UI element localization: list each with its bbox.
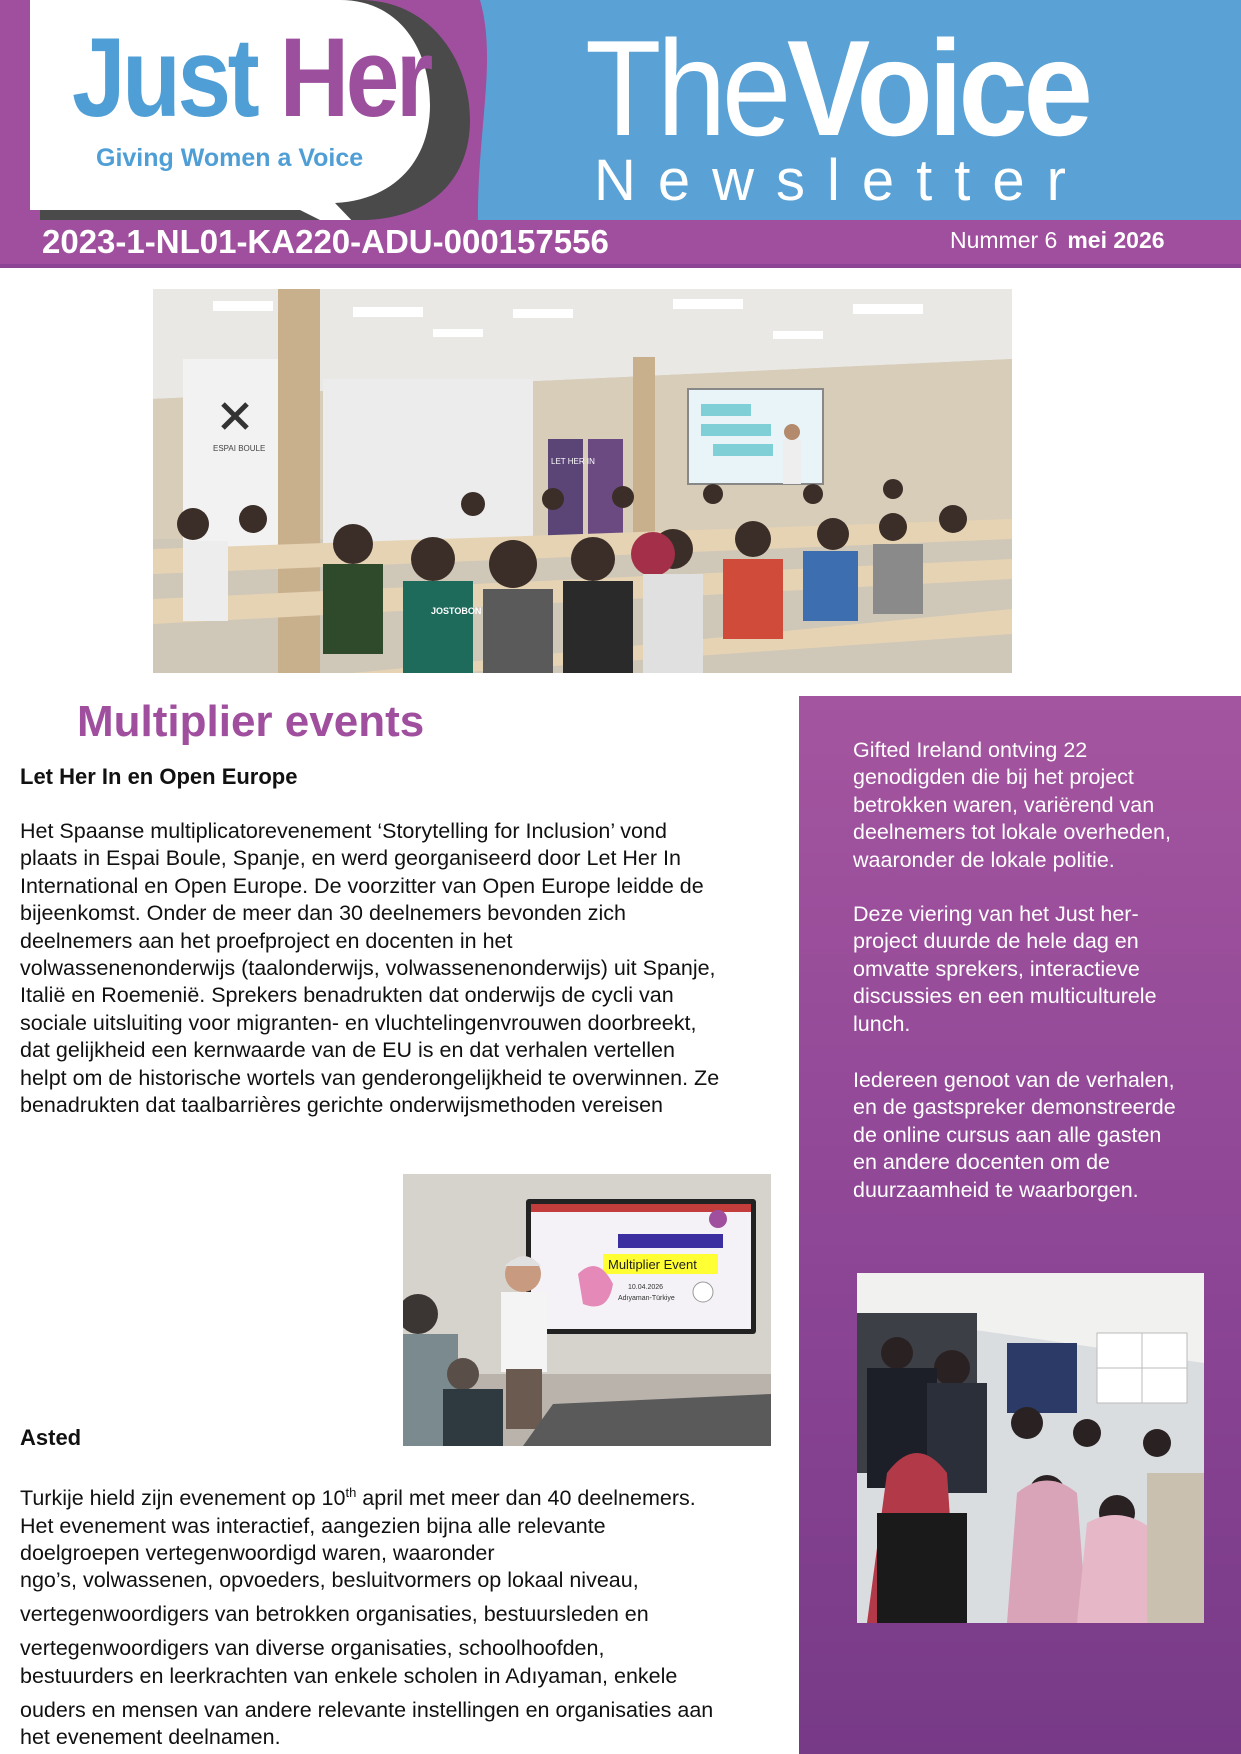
subheading-let-her-in: Let Her In en Open Europe <box>20 764 298 789</box>
para2-start: Turkije hield zijn evenement op 10 <box>20 1486 346 1511</box>
article-line: International en Open Europe. De voorzitter van Open Europe leidde de <box>20 873 704 898</box>
article-line: bestuurders en leerkrachten van enkele scholen in Adıyaman, enkele <box>20 1663 678 1688</box>
sidebar-line: deelnemers tot lokale overheden, <box>853 820 1171 845</box>
title-voice: Voice <box>786 12 1089 164</box>
hero-event-photo <box>153 289 1012 673</box>
section-title: Multiplier events <box>77 697 425 746</box>
article-line: benadrukten dat taalbarrières gerichte onderwijsmethoden vereisen <box>20 1093 663 1118</box>
article-line: vertegenwoordigers van diverse organisaties, schoolhoofden, <box>20 1636 605 1661</box>
slide-date-text: 10.04.2026 <box>628 1284 664 1291</box>
sidebar-line: en andere docenten om de <box>853 1150 1111 1175</box>
logo-just-text: Just <box>72 15 280 140</box>
ordinal-suffix: th <box>345 1485 357 1500</box>
sidebar-line: duurzaamheid te waarborgen. <box>853 1177 1139 1202</box>
article-line: deelnemers aan het proefproject en docenten in het <box>20 928 513 953</box>
article-line: vertegenwoordigers van betrokken organisaties, bestuursleden en <box>20 1601 649 1626</box>
sidebar-line: genodigden die bij het project <box>853 765 1134 790</box>
newsletter-header <box>0 0 1241 268</box>
hero-wall-sign: ESPAI BOULE <box>213 444 266 453</box>
article-line-with-sup <box>20 1479 713 1513</box>
article-line: Het Spaanse multiplicatorevenement ‘Storytelling for Inclusion’ vond <box>20 819 667 843</box>
sidebar-line: Deze viering van het Just her- <box>853 902 1139 926</box>
article-line: sociale uitsluiting voor migranten- en vluchtelingenvrouwen doorbreekt, <box>20 1010 697 1035</box>
para2-rest: april met meer dan 40 deelnemers. <box>356 1486 696 1511</box>
logo-her-text: Her <box>279 15 430 140</box>
sidebar-line: Iedereen genoot van de verhalen, <box>853 1068 1175 1092</box>
article-line: het evenement deelnamen. <box>20 1725 281 1750</box>
article-line: volwassenenonderwijs (taalonderwijs, volwassenenonderwijs) uit Spanje, <box>20 956 716 981</box>
newsletter-title <box>585 12 1089 164</box>
newsletter-subtitle: Newsletter <box>594 148 1088 213</box>
issue-date: mei 2026 <box>1067 227 1165 253</box>
issue-info <box>950 229 1165 252</box>
roll-up-banner-text: LET HER IN <box>551 457 595 466</box>
sidebar-line: de online cursus aan alle gasten <box>853 1122 1162 1147</box>
article-paragraph-2 <box>20 1479 713 1752</box>
sidebar-line: waaronder de lokale politie. <box>853 847 1115 872</box>
article-line: doelgroepen vertegenwoordigd waren, waaronder <box>20 1540 495 1565</box>
article-line: dat gelijkheid een kernwaarde van de EU is en dat verhalen vertellen <box>20 1038 675 1063</box>
turkey-event-photo <box>403 1174 771 1446</box>
sidebar-line: Gifted Ireland ontving 22 <box>853 738 1088 762</box>
slide-place-text: Adıyaman-Türkiye <box>618 1295 675 1302</box>
article-line: bijeenkomst. Onder de meer dan 30 deelnemers bevonden zich <box>20 901 626 926</box>
slide-title-text: Multiplier Event <box>608 1257 697 1272</box>
sidebar-line: lunch. <box>853 1011 911 1036</box>
article-line: ouders en mensen van andere relevante instellingen en organisaties aan <box>20 1698 714 1722</box>
logo-tagline: Giving Women a Voice <box>96 144 364 172</box>
title-the: The <box>585 12 787 164</box>
sidebar-line: en de gastspreker demonstreerde <box>853 1095 1176 1120</box>
project-code: 2023-1-NL01-KA220-ADU-000157556 <box>42 223 609 260</box>
sidebar-paragraph-2 <box>853 901 1213 1038</box>
issue-number: Nummer 6 <box>950 227 1058 253</box>
sidebar-line: omvatte sprekers, interactieve <box>853 956 1140 981</box>
hero-shirt-text: JOSTOBON <box>431 606 482 616</box>
sidebar-paragraph-1 <box>853 737 1213 874</box>
article-line: Het evenement was interactief, aangezien bijna alle relevante <box>20 1513 606 1538</box>
sidebar-line: discussies en een multiculturele <box>853 984 1157 1009</box>
article-line: helpt om de historische wortels van genderongelijkheid te overwinnen. Ze <box>20 1065 720 1090</box>
article-line: plaats in Espai Boule, Spanje, en werd georganiseerd door Let Her In <box>20 846 681 871</box>
article-line: ngo’s, volwassenen, opvoeders, besluitvormers op lokaal niveau, <box>20 1568 639 1593</box>
logo-wordmark <box>72 15 430 140</box>
article-line: Italië en Roemenië. Sprekers benadrukten dat onderwijs de cycli van <box>20 983 674 1008</box>
sidebar-line: project duurde de hele dag en <box>853 929 1139 954</box>
article-paragraph-1 <box>20 818 719 1119</box>
ireland-event-photo <box>857 1273 1204 1623</box>
sidebar-line: betrokken waren, variërend van <box>853 792 1155 817</box>
sidebar-paragraph-3 <box>853 1067 1213 1204</box>
subheading-asted: Asted <box>20 1425 82 1450</box>
